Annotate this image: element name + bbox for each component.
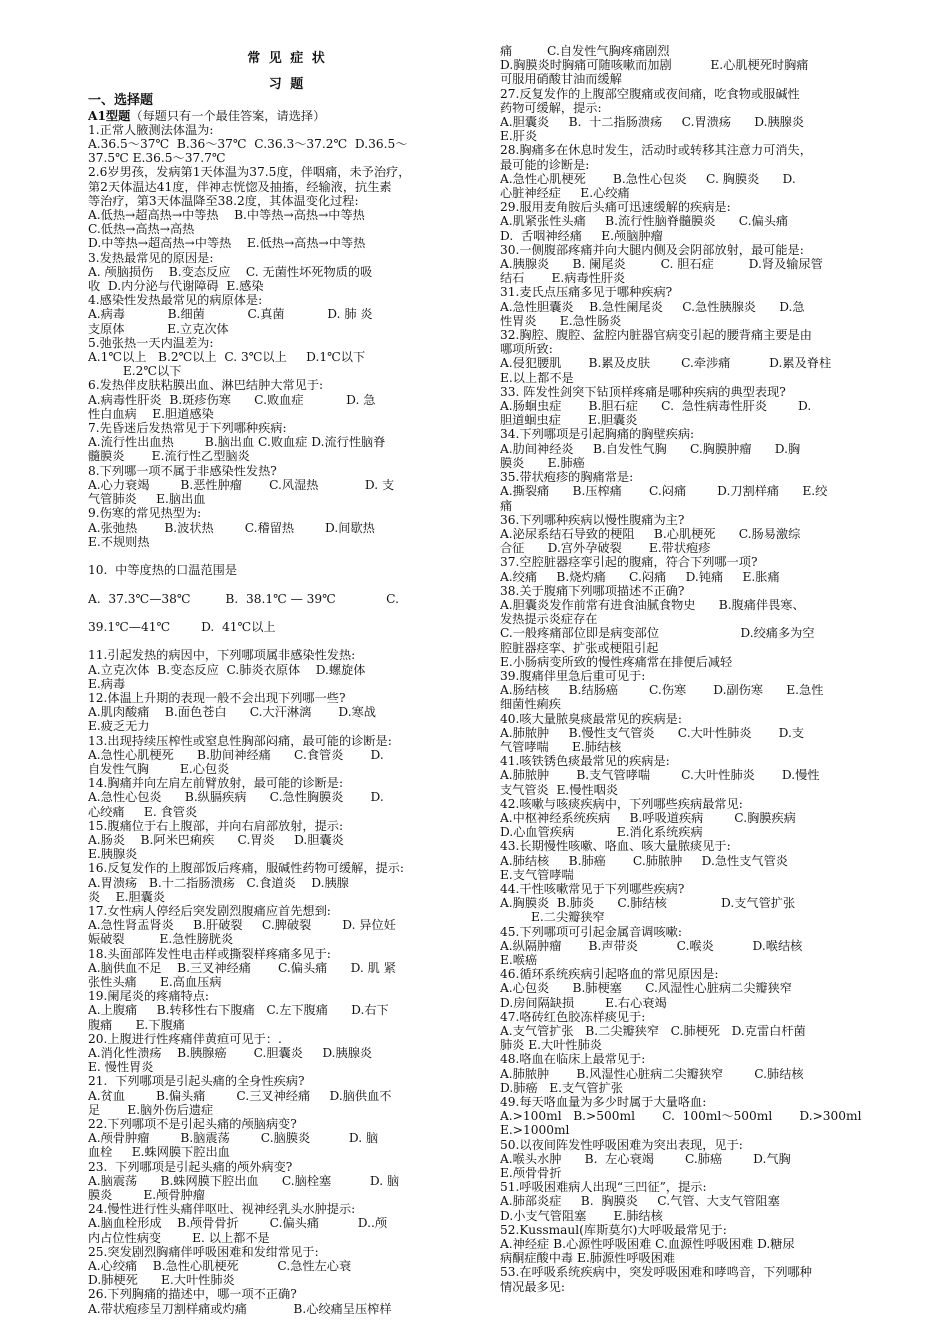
text-line: A. 颅脑损伤 B.变态反应 C. 无菌性坏死物质的吸: [88, 264, 373, 279]
text-line: 43.长期慢性咳嗽、咯血、咳大量脓痰见于:: [500, 839, 731, 854]
text-line: 16.反复发作的上腹部饭后疼痛，服碱性药物可缓解，提示:: [88, 861, 404, 876]
text-line: D.心血管疾病 E.消化系统疾病: [500, 825, 703, 840]
text-line: A.绞痛 B.烧灼痛 C.闷痛 D.钝痛 E.胀痛: [500, 569, 780, 584]
text-line: 19.阑尾炎的疼痛特点:: [88, 989, 209, 1004]
text-line: 27.反复发作的上腹部空腹痛或夜间痛，吃食物或服碱性: [500, 86, 800, 101]
text-line: E.疲乏无力: [88, 719, 150, 734]
text-line: 24.慢性进行性头痛伴呕吐、视神经乳头水肿提示:: [88, 1202, 356, 1217]
text-line: A.颅骨肿瘤 B.脑震荡 C.脑膜炎 D. 脑: [88, 1131, 379, 1146]
text-line: 第2天体温达41度，伴神志恍惚及抽搐，经输液，抗生素: [88, 179, 392, 194]
text-line: 50.以夜间阵发性呼吸困难为突出表现，见于:: [500, 1137, 743, 1152]
text-line: 22.下列哪项不是引起头痛的颅脑病变?: [88, 1117, 297, 1132]
text-line: 等治疗，第3天体温降至38.2度，其体温变化过程:: [88, 193, 359, 208]
text-line: A.肺结核 B.肺癌 C.肺脓肿 D.急性支气管炎: [500, 853, 788, 868]
text-line: 娠破裂 E.急性膀胱炎: [88, 932, 234, 947]
text-line: 34.下列哪项是引起胸痛的胸壁疾病:: [500, 427, 695, 442]
text-line: A.肠蛔虫症 B.胆石症 C. 急性病毒性肝炎 D.: [500, 399, 812, 414]
text-line: A.胃溃疡 B.十二指肠溃疡 C.食道炎 D.胰腺: [88, 875, 349, 890]
text-line: 6.发热伴皮肤粘膜出血、淋巴结肿大常见于:: [88, 378, 324, 393]
text-line: 痛: [500, 498, 513, 513]
text-line: E.不规则热: [88, 534, 150, 549]
text-line: 49.每天咯血量为多少时属于大量咯血:: [500, 1095, 707, 1110]
text-line: 5.弛张热一天内温差为:: [88, 335, 214, 350]
text-line: 14.胸痛并向左肩左前臂放射，最可能的诊断是:: [88, 776, 344, 791]
text-line: A.病毒 B.细菌 C.真菌 D. 肺 炎: [88, 307, 373, 322]
text-line: 42.咳嗽与咳痰疾病中，下列哪些疾病最常见:: [500, 796, 743, 811]
right-column: [500, 44, 898, 1316]
text-line: 12.体温上升期的表现一般不会出现下列哪一些?: [88, 690, 346, 705]
text-line: 胆道蛔虫症 E.胆囊炎: [500, 413, 638, 428]
text-line: 9.伤寒的常见热型为:: [88, 506, 202, 521]
text-line: 肺炎 E.大叶性肺炎: [500, 1038, 602, 1053]
text-line: 29.服用麦角胺后头痛可迅速缓解的疾病是:: [500, 200, 731, 215]
text-line: 膜炎 E.肺癌: [500, 455, 585, 470]
text-line: A.肌紧张性头痛 B.流行性脑脊髓膜炎 C.偏头痛: [500, 214, 789, 229]
text-line: 18.头面部阵发性电击样或撕裂样疼痛多见于:: [88, 946, 331, 961]
text-line: 自发性气胸 E.心包炎: [88, 761, 230, 776]
section-heading: 一、选择题: [88, 93, 154, 109]
text-line: E.颅骨骨折: [500, 1166, 562, 1181]
text-line: A.纵隔肿瘤 B.声带炎 C.喉炎 D.喉结核: [500, 938, 803, 953]
text-line: A.消化性溃疡 B.胰腺癌 C.胆囊炎 D.胰腺炎: [88, 1046, 373, 1061]
right-question-lines: [500, 44, 898, 1294]
text-line: A.支气管扩张 B.二尖瓣狭窄 C.肺梗死 D.克雷白杆菌: [500, 1024, 806, 1039]
text-line: 1.正常人腋测法体温为:: [88, 122, 214, 137]
text-line: D. 舌咽神经痛 E.颅脑肿瘤: [500, 228, 663, 243]
text-line: 37.5℃ E.36.5～37.7℃: [88, 151, 226, 166]
text-line: A.1℃以上 B.2℃以上 C. 3℃以上 D.1℃以下: [88, 350, 366, 365]
text-line: 性白血病 E.胆道感染: [88, 406, 214, 421]
text-line: 膜炎 E.颅骨肿瘤: [88, 1188, 205, 1203]
text-line: 细菌性痢疾: [500, 697, 561, 712]
text-line: 39.腹痛伴里急后重可见于:: [500, 668, 646, 683]
text-line: E.>1000ml: [500, 1123, 570, 1138]
text-line: 7.先昏迷后发热常见于下列哪种疾病:: [88, 421, 287, 436]
text-line: A.急性心肌梗死 B.肋间神经痛 C.食管炎 D.: [88, 747, 384, 762]
text-line: A.肺脓肿 B.支气管哮喘 C.大叶性肺炎 D.慢性: [500, 768, 820, 783]
text-line: D.中等热→超高热→中等热 E.低热→高热→中等热: [88, 236, 366, 251]
text-line: A.心包炎 B.肺梗塞 C.风湿性心脏病二尖瓣狭窄: [500, 981, 792, 996]
text-line: 支原体 E.立克次体: [88, 321, 229, 336]
text-line: A. 37.3℃—38℃ B. 38.1℃ — 39℃ C.: [88, 591, 399, 606]
text-line: E.肝炎: [500, 129, 538, 144]
text-line: A.心力衰竭 B.恶性肿瘤 C.风湿热 D. 支: [88, 477, 395, 492]
text-line: A.张弛热 B.波状热 C.稽留热 D.间歇热: [88, 520, 375, 535]
text-line: 气管哮喘 E.肺结核: [500, 739, 622, 754]
text-line: A.肠结核 B.结肠癌 C.伤寒 D.副伤寒 E.急性: [500, 683, 824, 698]
text-line: 髓膜炎 E.流行性乙型脑炎: [88, 449, 250, 464]
text-line: 支气管炎 E.慢性咽炎: [500, 782, 619, 797]
text-line: 情况最多见:: [500, 1279, 566, 1294]
text-line: 37.空腔脏器痉挛引起的腹痛，符合下列哪一项?: [500, 555, 758, 570]
text-line: 47.咯砖红色胶冻样痰见于:: [500, 1009, 646, 1024]
text-line: E.支气管哮喘: [500, 867, 574, 882]
text-line: [88, 606, 486, 620]
text-line: 合征 D.宫外孕破裂 E.带状疱疹: [500, 541, 711, 556]
text-line: 36.下列哪种疾病以慢性腹痛为主?: [500, 512, 685, 527]
text-line: E.以上都不是: [500, 370, 574, 385]
text-line: A.胆囊炎 B. 十二指肠溃疡 C.胃溃疡 D.胰腺炎: [500, 115, 805, 130]
text-line: 23. 下列哪项是引起头痛的颅外病变?: [88, 1159, 293, 1174]
text-line: 可服用硝酸甘油而缓解: [500, 72, 622, 87]
text-line: A.脑血栓形成 B.颅骨骨折 C.偏头痛 D..颅: [88, 1216, 388, 1231]
text-line: E. 慢性胃炎: [88, 1060, 154, 1075]
text-line: 15.腹痛位于右上腹部，并向右肩部放射，提示:: [88, 818, 344, 833]
text-line: 48.咯血在临床上最常见于:: [500, 1052, 646, 1067]
text-line: 52.Kussmaul(库斯莫尔)大呼吸最常见于:: [500, 1222, 727, 1237]
text-line: 4.感染性发热最常见的病原体是:: [88, 293, 263, 308]
text-line: C.低热→高热→高热: [88, 222, 195, 237]
text-line: 炎 E.胆囊炎: [88, 889, 166, 904]
text-line: A.侵犯腰肌 B.累及皮肤 C.牵涉痛 D.累及脊柱: [500, 356, 832, 371]
text-line: 46.循环系统疾病引起咯血的常见原因是:: [500, 967, 719, 982]
text-line: 30.一侧腹部疼痛并向大腿内侧及会阴部放射，最可能是:: [500, 242, 804, 257]
text-line: A.神经症 B.心源性呼吸困难 C.血源性呼吸困难 D.糖尿: [500, 1237, 795, 1252]
text-line: 35.带状疱疹的胸痛常是:: [500, 470, 634, 485]
text-line: 痛 C.自发性气胸疼痛剧烈: [500, 44, 670, 58]
text-line: 25.突发剧烈胸痛伴呼吸困难和发绀常见于:: [88, 1244, 319, 1259]
text-line: 药物可缓解，提示:: [500, 100, 602, 115]
text-line: D.胸膜炎时胸痛可随咳嗽而加剧 E.心肌梗死时胸痛: [500, 58, 809, 73]
text-line: E.胰腺炎: [88, 847, 138, 862]
subsection-note: （每题只有一个最佳答案，请选择）: [130, 108, 326, 123]
text-line: D.小支气管阻塞 E.肺结核: [500, 1208, 663, 1223]
text-line: A.中枢神经系统疾病 B.呼吸道疾病 C.胸膜疾病: [500, 810, 796, 825]
text-line: 张性头痛 E.高血压病: [88, 975, 222, 989]
text-line: A.肺部炎症 B. 胸膜炎 C.气管、大支气管阻塞: [500, 1194, 780, 1209]
text-line: A.上腹痛 B.转移性右下腹痛 C.左下腹痛 D.右下: [88, 1003, 389, 1018]
text-line: A.流行性出血热 B.脑出血 C.败血症 D.流行性脑脊: [88, 435, 386, 450]
text-line: A.>100ml B.>500ml C. 100ml～500ml D.>300ml: [500, 1109, 862, 1124]
text-line: 最可能的诊断是:: [500, 157, 590, 172]
left-column: [88, 46, 486, 1316]
text-line: 28.胸痛多在休息时发生，活动时或转移其注意力可消失，: [500, 143, 812, 158]
text-line: 气管肺炎 E.脑出血: [88, 492, 206, 507]
text-line: A.病毒性肝炎 B.斑疹伤寒 C.败血症 D. 急: [88, 392, 376, 407]
text-line: A.贫血 B.偏头痛 C.三叉神经痛 D.脑供血不: [88, 1088, 392, 1103]
subsection-heading: [88, 109, 486, 123]
text-line: 收 D.内分泌与代谢障碍 E.感染: [88, 279, 264, 294]
text-line: 33. 阵发性剑突下钻顶样疼痛是哪种疾病的典型表现?: [500, 384, 786, 399]
text-line: 结石 E.病毒性肝炎: [500, 271, 626, 286]
text-line: [88, 549, 486, 563]
text-line: A.胰腺炎 B. 阑尾炎 C. 胆石症 D.肾及输尿管: [500, 257, 823, 272]
text-line: 38.关于腹痛下列哪项描述不正确?: [500, 583, 685, 598]
text-line: 41.咳铁锈色痰最常见的疾病是:: [500, 754, 670, 769]
text-line: A.肌肉酸痛 B.面色苍白 C.大汗淋漓 D.寒战: [88, 705, 376, 720]
text-line: 32.胸腔、腹腔、盆腔内脏器官病变引起的腰背痛主要是由: [500, 328, 812, 343]
text-line: E.2℃以下: [88, 364, 182, 379]
text-line: 3.发热最常见的原因是:: [88, 250, 214, 265]
text-line: 26.下列胸痛的描述中，哪一项不正确?: [88, 1287, 297, 1302]
text-line: D.肺梗死 E.大叶性肺炎: [88, 1273, 235, 1288]
text-line: 腹痛 E.下腹痛: [88, 1017, 185, 1032]
text-line: A.肺脓肿 B.慢性支气管炎 C.大叶性肺炎 D.支: [500, 725, 805, 740]
subsection-type: A1型题: [88, 108, 131, 123]
text-line: D.房间隔缺损 E.右心衰竭: [500, 995, 667, 1010]
text-line: A.急性肾盂肾炎 B.肝破裂 C.脾破裂 D. 异位妊: [88, 918, 396, 933]
text-line: 10. 中等度热的口温范围是: [88, 563, 238, 578]
left-question-lines: [88, 123, 486, 1316]
text-line: 腔脏器痉挛、扩张或梗阻引起: [500, 640, 659, 655]
text-line: A.喉头水肿 B. 左心衰竭 C.肺癌 D.气胸: [500, 1151, 791, 1166]
text-line: A.撕裂痛 B.压榨痛 C.闷痛 D.刀割样痛 E.绞: [500, 484, 828, 499]
text-line: 13.出现持续压榨性或窒息性胸部闷痛，最可能的诊断是:: [88, 733, 392, 748]
text-line: 40.咳大量脓臭痰最常见的疾病是:: [500, 711, 682, 726]
text-line: A.带状疱疹呈刀割样痛或灼痛 B.心绞痛呈压榨样: [88, 1301, 392, 1316]
text-line: 2.6岁男孩，发病第1天体温为37.5度，伴咽痛，未予治疗，: [88, 165, 411, 180]
text-line: 性胃炎 E.急性肠炎: [500, 313, 622, 328]
text-line: 11.引起发热的病因中，下列哪项属非感染性发热:: [88, 648, 356, 663]
text-line: 39.1℃—41℃ D. 41℃以上: [88, 619, 276, 634]
text-line: E.喉癌: [500, 953, 538, 967]
text-line: 血栓 E.蛛网膜下腔出血: [88, 1145, 230, 1160]
document-subtitle: 习 题: [268, 77, 306, 93]
text-line: A.胆囊炎发作前常有进食油腻食物史 B.腹痛伴畏寒、: [500, 597, 805, 612]
text-line: 心绞痛 E. 食管炎: [88, 804, 198, 819]
text-line: 45.下列哪项可引起金属音调咳嗽:: [500, 924, 682, 939]
text-line: 21. 下列哪项是引起头痛的全身性疾病?: [88, 1074, 305, 1089]
text-line: E.小肠病变所致的慢性疼痛常在排便后减轻: [500, 654, 733, 669]
text-line: C.一般疼痛部位即是病变部位 D.绞痛多为空: [500, 626, 815, 641]
text-line: A.急性心包炎 B.纵膈疾病 C.急性胸膜炎 D.: [88, 790, 384, 805]
two-column-layout: [88, 46, 914, 1316]
text-line: A.胸膜炎 B.肺炎 C.肺结核 D.支气管扩张: [500, 896, 796, 911]
document-title: 常 见 症 状: [247, 51, 327, 66]
text-line: 20.上腹进行性疼痛伴黄疸可见于：.: [88, 1031, 282, 1046]
text-line: A.肠炎 B.阿米巴痢疾 C.胃炎 D.胆囊炎: [88, 832, 344, 847]
text-line: 8.下列哪一项不属于非感染性发热?: [88, 463, 277, 478]
text-line: A.肺脓肿 B.风湿性心脏病二尖瓣狭窄 C.肺结核: [500, 1066, 804, 1081]
text-line: A.脑供血不足 B.三叉神经痛 C.偏头痛 D. 肌 紧: [88, 960, 396, 975]
text-line: D.肺癌 E.支气管扩张: [500, 1080, 623, 1095]
text-line: A.急性心肌梗死 B.急性心包炎 C. 胸膜炎 D.: [500, 171, 796, 186]
text-line: 31.麦氏点压痛多见于哪种疾病?: [500, 285, 673, 300]
text-line: E.二尖瓣狭窄: [500, 910, 605, 925]
text-line: 哪项所致:: [500, 342, 553, 357]
text-line: [88, 577, 486, 591]
text-line: A.低热→超高热→中等热 B.中等热→高热→中等热: [88, 208, 365, 223]
text-line: A.泌尿系结石导致的梗阻 B.心肌梗死 C.肠易激综: [500, 526, 801, 541]
text-line: 44.干性咳嗽常见于下列哪些疾病?: [500, 881, 685, 896]
text-line: 53.在呼吸系统疾病中，突发呼吸困难和哮鸣音，下列哪种: [500, 1265, 812, 1280]
text-line: 51.呼吸困难病人出现“三凹征”，提示:: [500, 1180, 707, 1195]
text-line: E.病毒: [88, 676, 126, 691]
text-line: 内占位性病变 E. 以上都不是: [88, 1230, 270, 1245]
text-line: 发热提示炎症存在: [500, 612, 598, 627]
text-line: 心脏神经症 E.心绞痛: [500, 186, 630, 201]
text-line: A.肋间神经炎 B.自发性气胸 C.胸膜肿瘤 D.胸: [500, 441, 801, 456]
text-line: 病酮症酸中毒 E.肺源性呼吸困难: [500, 1251, 676, 1266]
text-line: A.36.5～37℃ B.36～37℃ C.36.3～37.2℃ D.36.5～: [88, 137, 408, 152]
text-line: A.心绞痛 B.急性心肌梗死 C.急性左心衰: [88, 1259, 352, 1274]
text-line: 17.女性病人停经后突发剧烈腹痛应首先想到:: [88, 903, 331, 918]
text-line: 足 E.脑外伤后遗症: [88, 1102, 214, 1117]
text-line: A.立克次体 B.变态反应 C.肺炎衣原体 D.螺旋体: [88, 662, 366, 677]
text-line: A.急性胆囊炎 B.急性阑尾炎 C.急性胰腺炎 D.急: [500, 299, 805, 314]
text-line: A.脑震荡 B.蛛网膜下腔出血 C.脑栓塞 D. 脑: [88, 1173, 400, 1188]
text-line: [88, 634, 486, 648]
